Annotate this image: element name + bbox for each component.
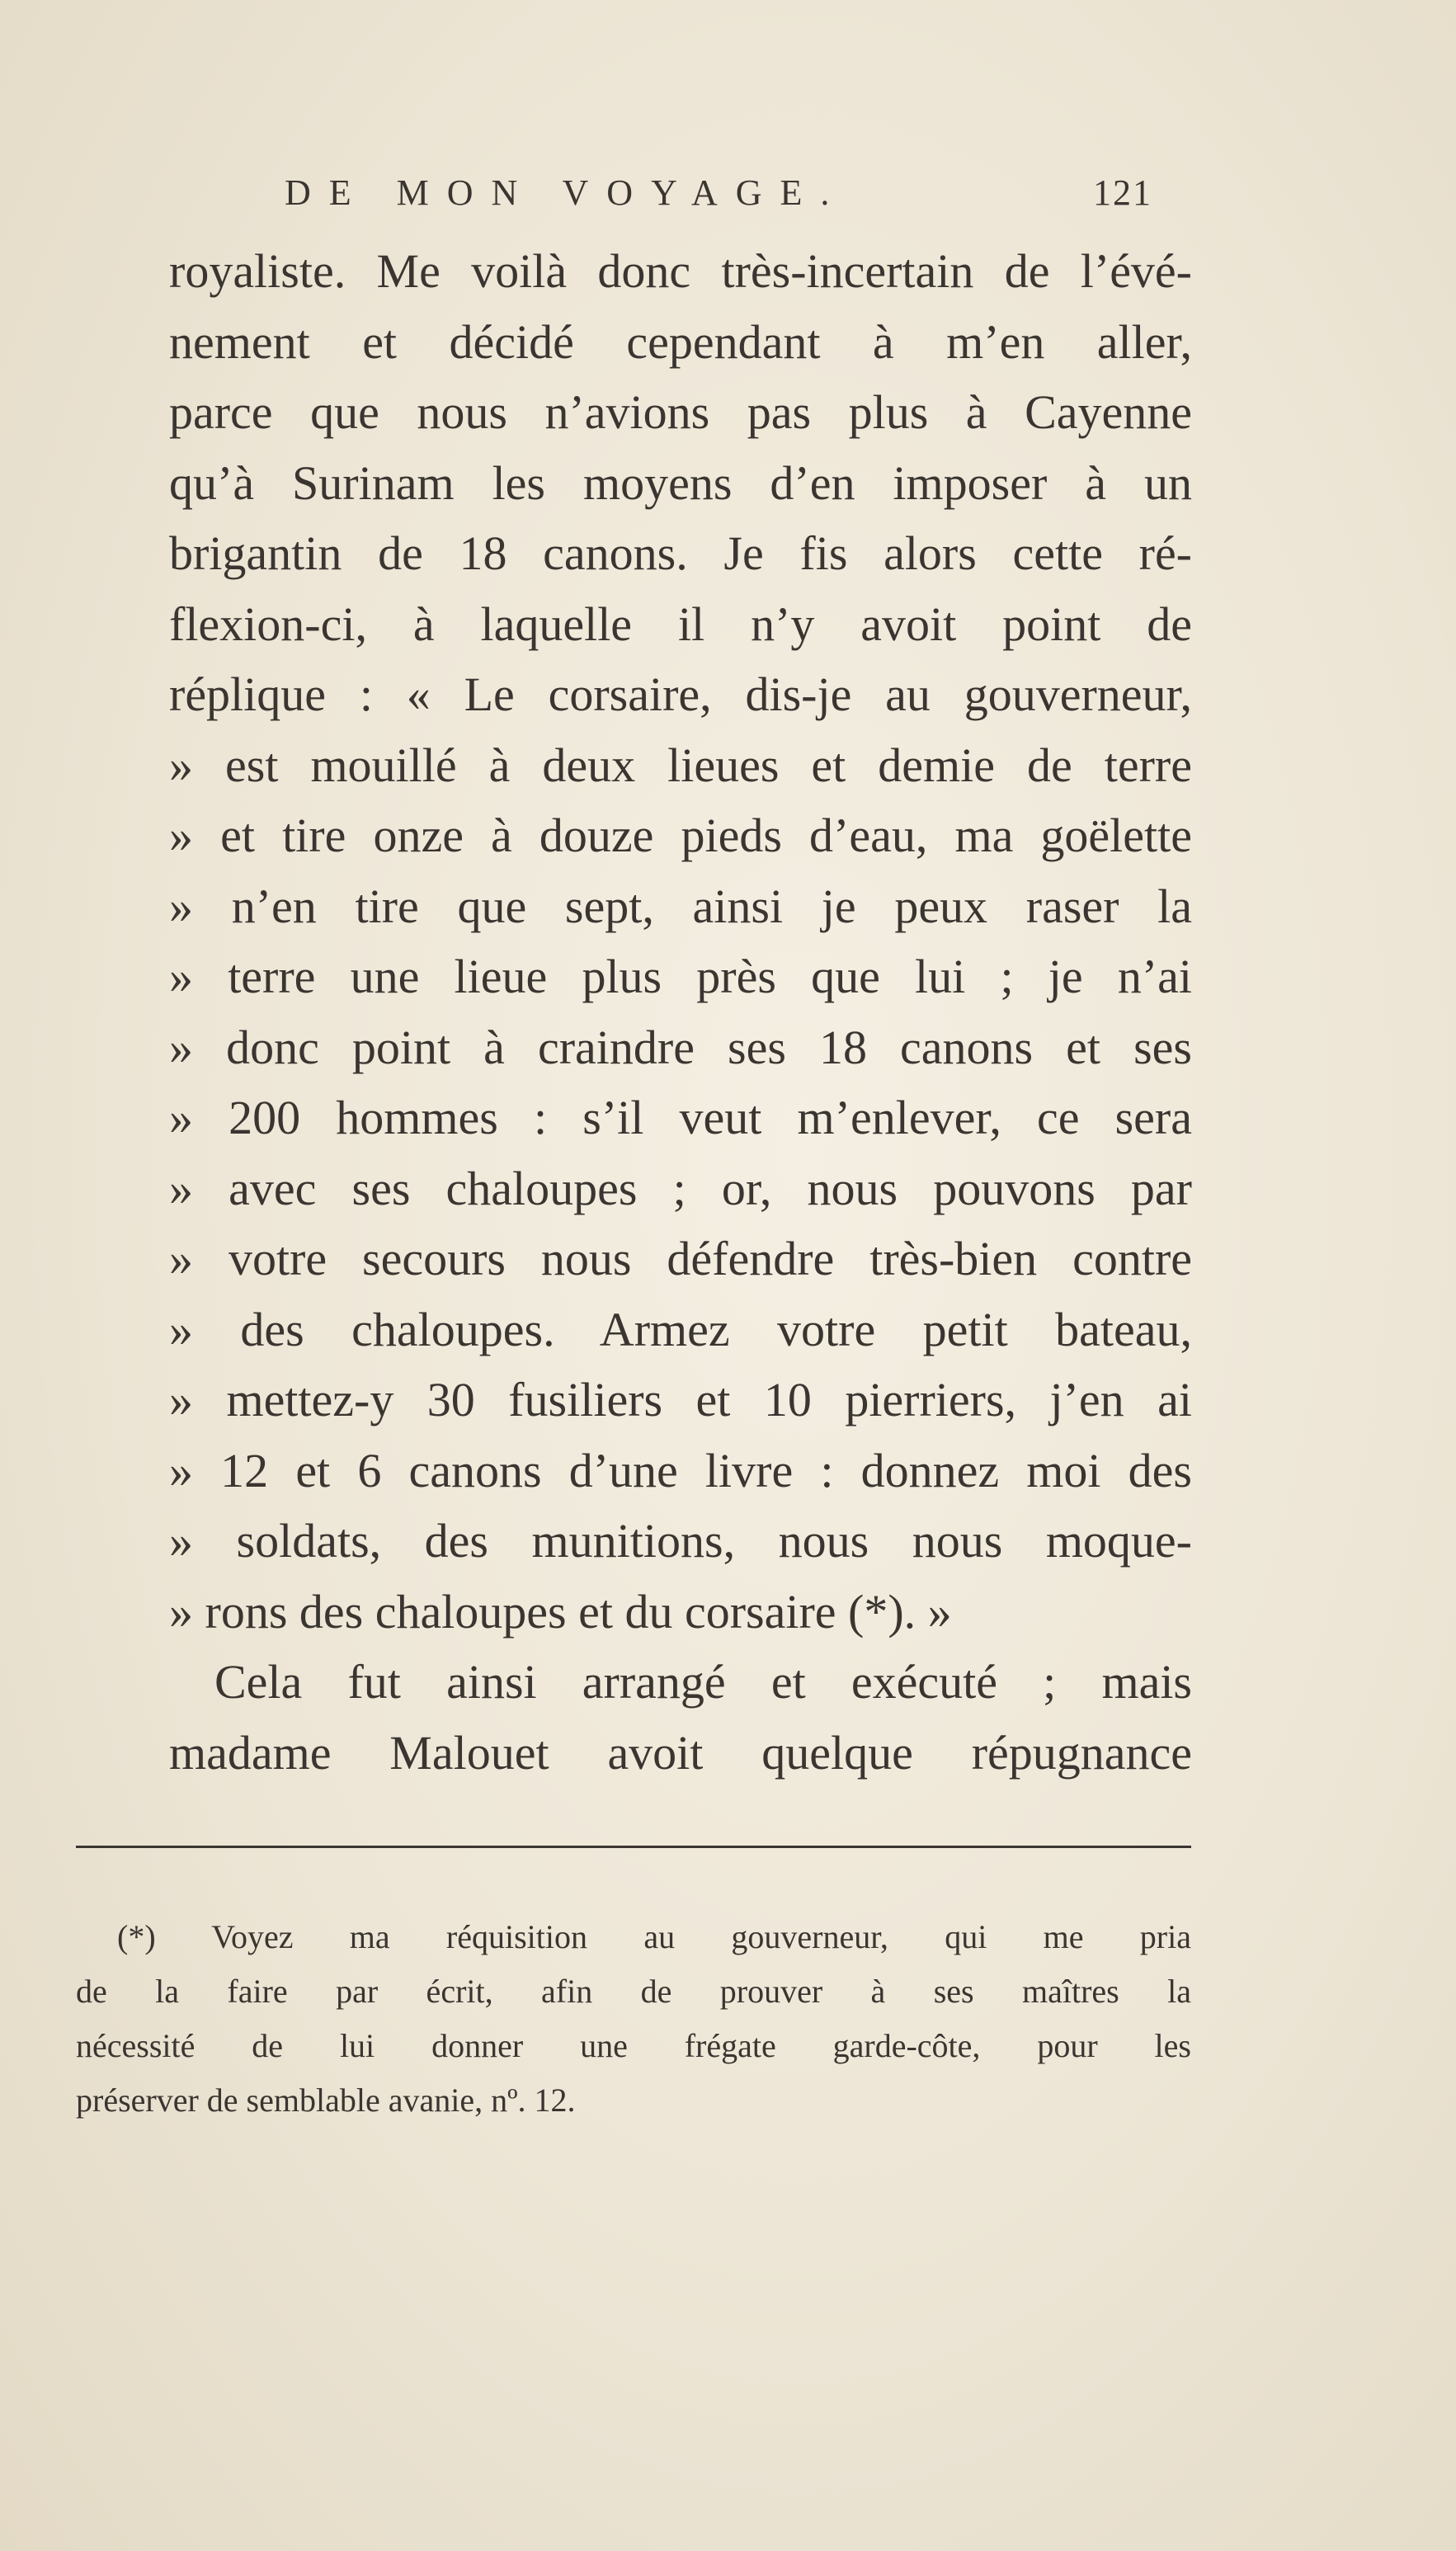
text-line: » mettez-y 30 fusiliers et 10 pierriers, j’en ai — [169, 1373, 1192, 1426]
footnote — [76, 1910, 1191, 2128]
text-line: » des chaloupes. Armez votre petit bateau, — [169, 1302, 1192, 1356]
text-line: royaliste. Me voilà donc très-incertain de l’évé- — [169, 244, 1192, 298]
body-text — [169, 236, 1192, 1788]
text-line: madame Malouet avoit quelque répugnance — [169, 1725, 1192, 1780]
text-line: flexion-ci, à laquelle il n’y avoit point de — [169, 596, 1192, 651]
text-line: » terre une lieue plus près que lui ; je n’ai — [169, 950, 1192, 1003]
text-line: parce que nous n’avions pas plus à Cayenne — [169, 385, 1192, 439]
text-line: nement et décidé cependant à m’en aller, — [169, 314, 1192, 369]
text-line: » donc point à craindre ses 18 canons et ses — [169, 1020, 1192, 1074]
text-line: » soldats, des munitions, nous nous moque- — [169, 1514, 1192, 1568]
footnote-line: (*) Voyez ma réquisition au gouverneur, qui me pria — [117, 1918, 1191, 1955]
text-line: » est mouillé à deux lieues et demie de terre — [169, 738, 1192, 792]
text-line: » et tire onze à douze pieds d’eau, ma goëlette — [169, 809, 1192, 862]
text-line: » votre secours nous défendre très-bien contre — [169, 1232, 1192, 1285]
running-head — [0, 172, 1456, 221]
text-line: brigantin de 18 canons. Je fis alors cette ré- — [169, 526, 1192, 580]
text-line: qu’à Surinam les moyens d’en imposer à un — [169, 455, 1192, 510]
footnote-rule — [76, 1846, 1191, 1848]
text-line: » n’en tire que sept, ainsi je peux raser la — [169, 879, 1192, 933]
text-line: » rons des chaloupes et du corsaire (*). » — [169, 1584, 952, 1639]
footnote-line: préserver de semblable avanie, nº. 12. — [76, 2082, 576, 2119]
text-line: réplique : « Le corsaire, dis-je au gouverneur, — [169, 667, 1192, 721]
running-title: DE MON VOYAGE. — [285, 172, 848, 213]
text-line: Cela fut ainsi arrangé et exécuté ; mais — [214, 1655, 1192, 1709]
page-number: 121 — [1093, 172, 1152, 213]
text-line: » 12 et 6 canons d’une livre : donnez moi des — [169, 1443, 1192, 1497]
footnote-line: nécessité de lui donner une frégate garde-côte, pour les — [76, 2027, 1191, 2064]
footnote-line: de la faire par écrit, afin de prouver à ses maîtres la — [76, 1973, 1191, 2010]
text-line: » avec ses chaloupes ; or, nous pouvons par — [169, 1161, 1192, 1215]
text-line: » 200 hommes : s’il veut m’enlever, ce sera — [169, 1091, 1192, 1144]
